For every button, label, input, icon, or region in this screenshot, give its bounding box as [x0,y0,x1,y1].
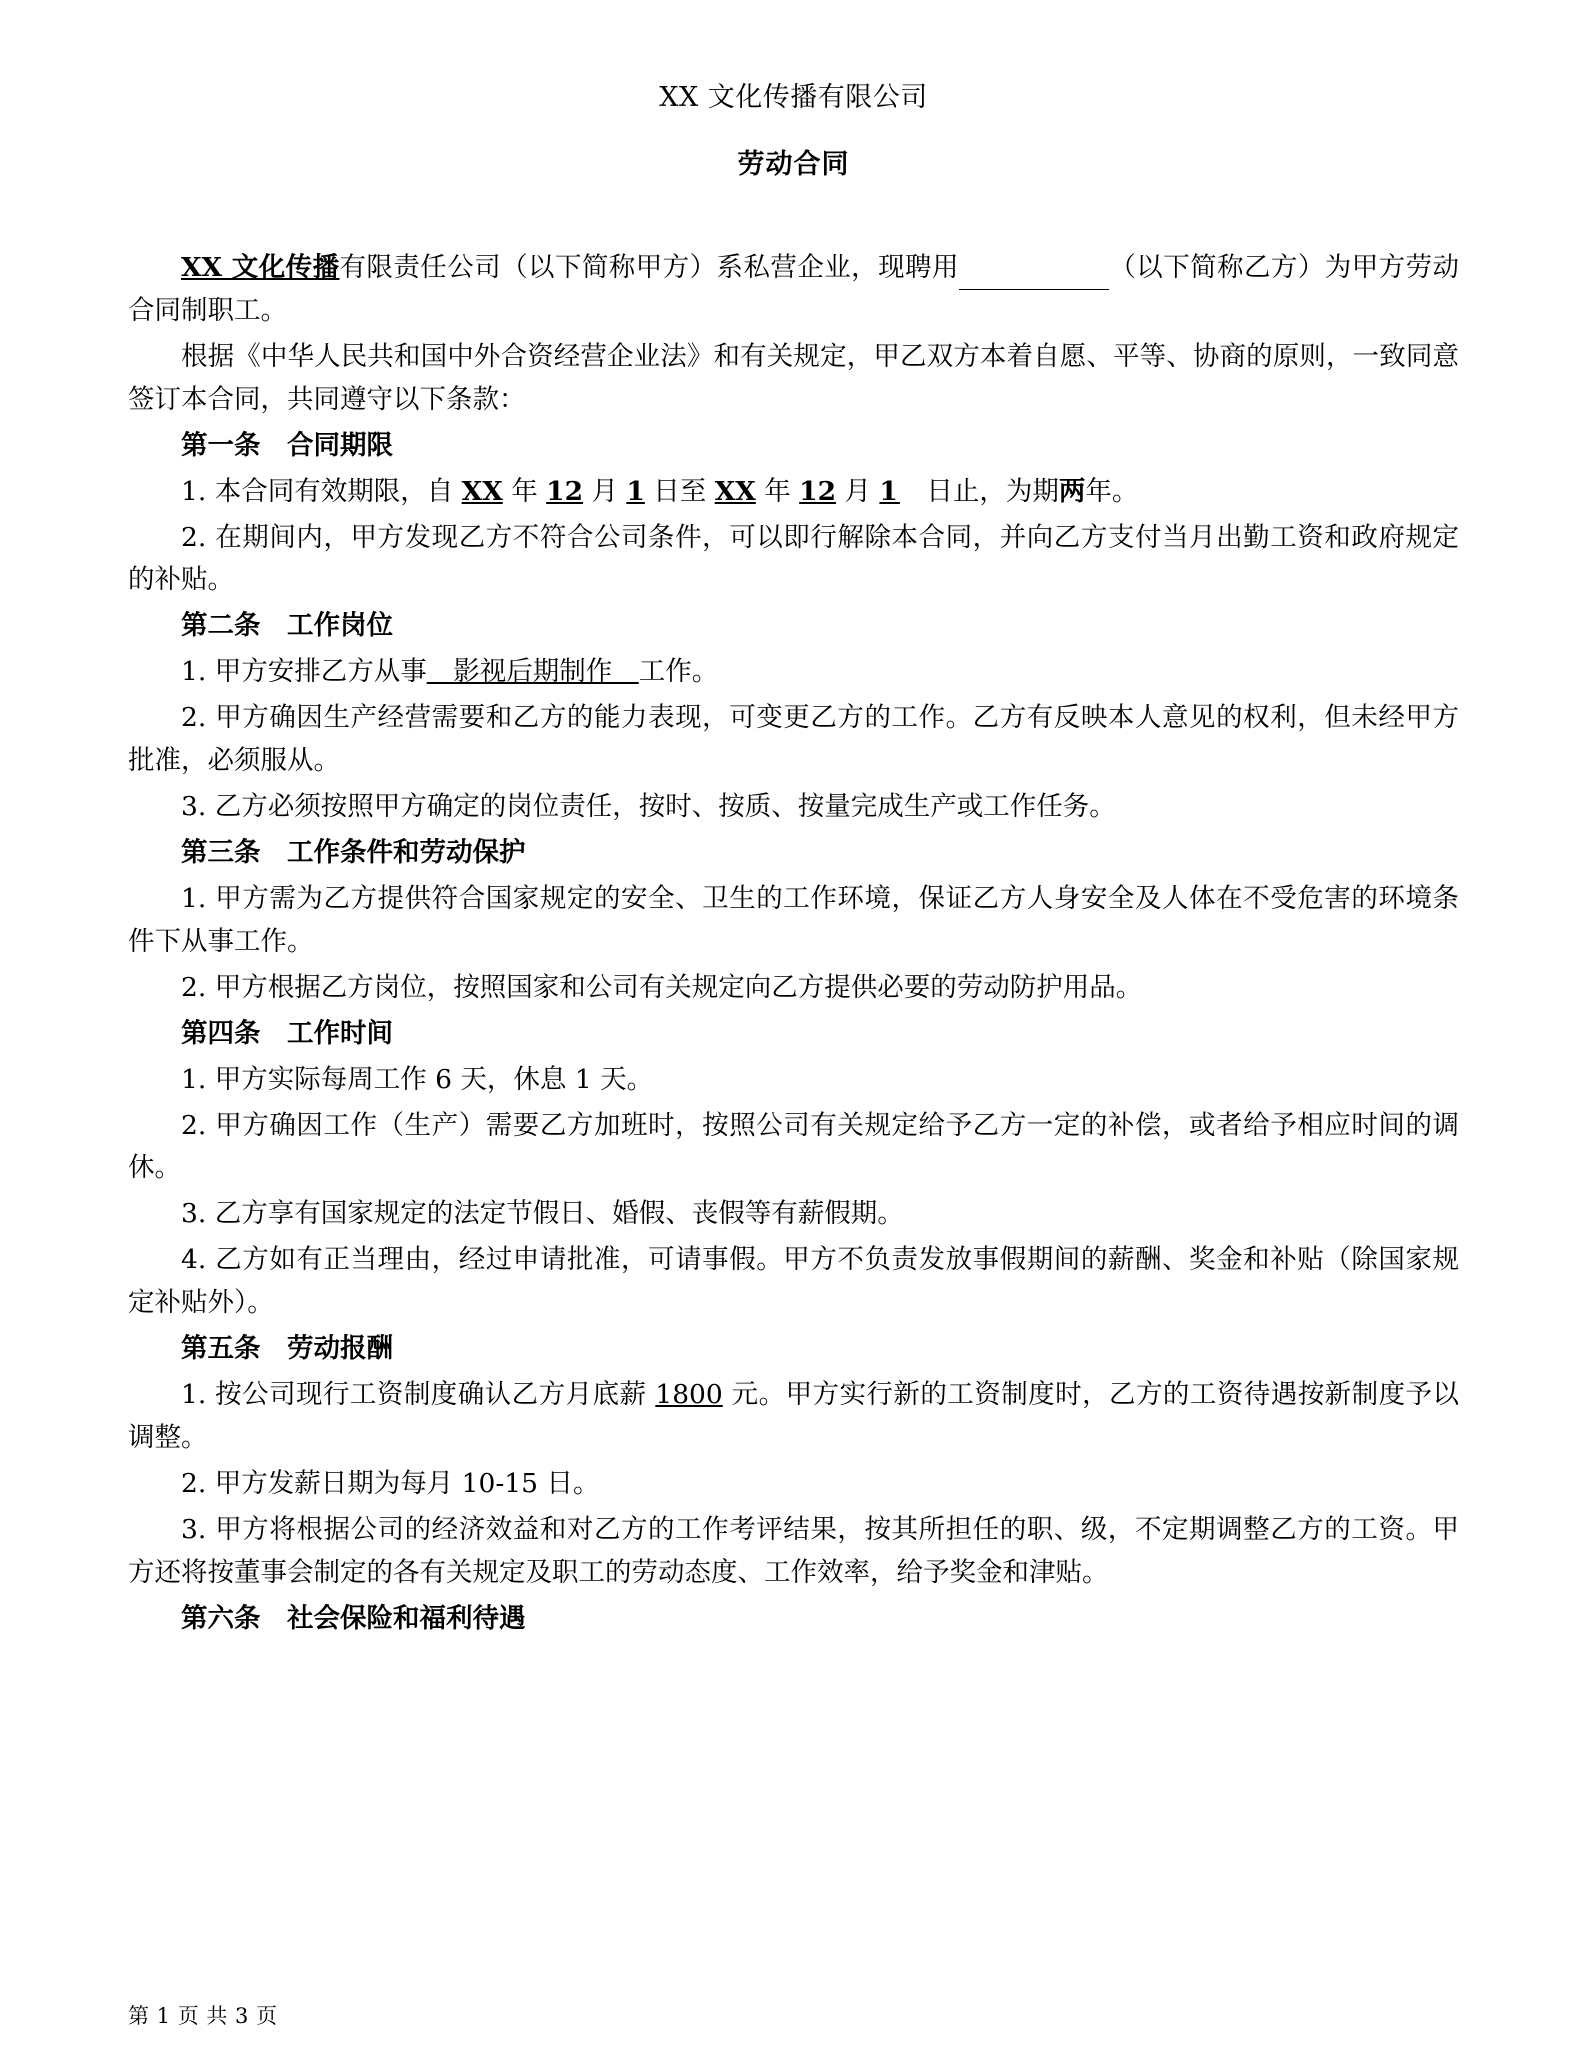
clause-5-item-1-prefix: 1. 按公司现行工资制度确认乙方月底薪 [181,1379,656,1411]
job-position: 影视后期制作 [426,656,639,688]
t2: 月 [583,475,627,507]
clause-1-item-1 [128,471,1459,514]
t7: 年。 [1085,475,1139,507]
clause-2-item-1-prefix: 1. 甲方安排乙方从事 [181,656,427,688]
clause-heading-6: 第六条 社会保险和福利待遇 [181,1602,526,1634]
clause-2-item-3: 3. 乙方必须按照甲方确定的岗位责任，按时、按质、按量完成生产或工作任务。 [181,791,1116,823]
t4: 年 [755,475,800,507]
clause-4-item-4: 4. 乙方如有正当理由，经过申请批准，可请事假。甲方不负责发放事假期间的薪酬、奖金和补贴（除国家规定补贴外）。 [128,1244,1459,1319]
t5: 月 [836,475,880,507]
clause-5-item-1-suffix: 元。甲方实行新的工资制度时，乙方的工资待遇按新制度予以调整。 [128,1379,1459,1453]
clause-4-item-1: 1. 甲方实际每周工作 6 天，休息 1 天。 [181,1063,654,1095]
clause-1-item-2: 2. 在期间内，甲方发现乙方不符合公司条件，可以即行解除本合同，并向乙方支付当月出勤工资和政府规定的补贴。 [128,521,1459,596]
page-footer: 第 1 页 共 3 页 [128,2004,278,2028]
start-year: XX [461,475,503,507]
preamble-text-b: （以下简称乙方）为甲方劳动合同制职工。 [128,252,1459,326]
clause-2-item-1 [128,651,1459,694]
clause-heading-3: 第三条 工作条件和劳动保护 [181,836,526,868]
base-salary: 1800 [655,1379,723,1411]
clause-heading-4: 第四条 工作时间 [181,1017,393,1049]
start-month: 12 [546,475,584,507]
company-title: XX 文化传播有限公司 [659,82,928,113]
clause-3-item-2: 2. 甲方根据乙方岗位，按照国家和公司有关规定向乙方提供必要的劳动防护用品。 [181,971,1143,1003]
clause-3-item-1: 1. 甲方需为乙方提供符合国家规定的安全、卫生的工作环境，保证乙方人身安全及人体在不受危害的环境条件下从事工作。 [128,882,1459,957]
party-a-name: XX 文化传播 [181,252,340,283]
clause-4-item-3: 3. 乙方享有国家规定的法定节假日、婚假、丧假等有薪假期。 [181,1198,904,1230]
t3: 日至 [644,475,715,507]
t6: 日止，为期 [899,475,1059,507]
preamble-text-a: 有限责任公司（以下简称甲方）系私营企业，现聘用 [339,252,959,283]
end-year: XX [714,475,756,507]
clause-2-item-1-suffix: 工作。 [638,656,719,688]
page-title: 劳动合同 [737,148,850,180]
end-month: 12 [799,475,837,507]
clause-heading-1: 第一条 合同期限 [181,429,393,461]
contract-term: 两 [1058,475,1086,507]
clause-heading-5: 第五条 劳动报酬 [181,1333,393,1365]
clause-5-item-1 [128,1374,1459,1460]
clause-2-item-2: 2. 甲方确因生产经营需要和乙方的能力表现，可变更乙方的工作。乙方有反映本人意见的权利，但未经甲方批准，必须服从。 [128,702,1459,777]
preamble-paragraph-1 [128,247,1459,333]
clause-5-item-3: 3. 甲方将根据公司的经济效益和对乙方的工作考评结果，按其所担任的职、级，不定期调整乙方的工资。甲方还将按董事会制定的各有关规定及职工的劳动态度、工作效率，给予奖金和津贴。 [128,1513,1459,1588]
party-b-blank [959,260,1109,290]
preamble-paragraph-2: 根据《中华人民共和国中外合资经营企业法》和有关规定，甲乙双方本着自愿、平等、协商的原则，一致同意签订本合同，共同遵守以下条款： [128,340,1459,415]
clause-4-item-2: 2. 甲方确因工作（生产）需要乙方加班时，按照公司有关规定给予乙方一定的补偿，或者给予相应时间的调休。 [128,1109,1459,1184]
t1: 年 [502,475,547,507]
clause-1-item-1-prefix: 1. 本合同有效期限，自 [181,475,462,507]
start-day: 1 [626,475,645,507]
clause-5-item-2: 2. 甲方发薪日期为每月 10-15 日。 [181,1467,600,1499]
end-day: 1 [879,475,900,507]
clause-heading-2: 第二条 工作岗位 [181,610,393,642]
